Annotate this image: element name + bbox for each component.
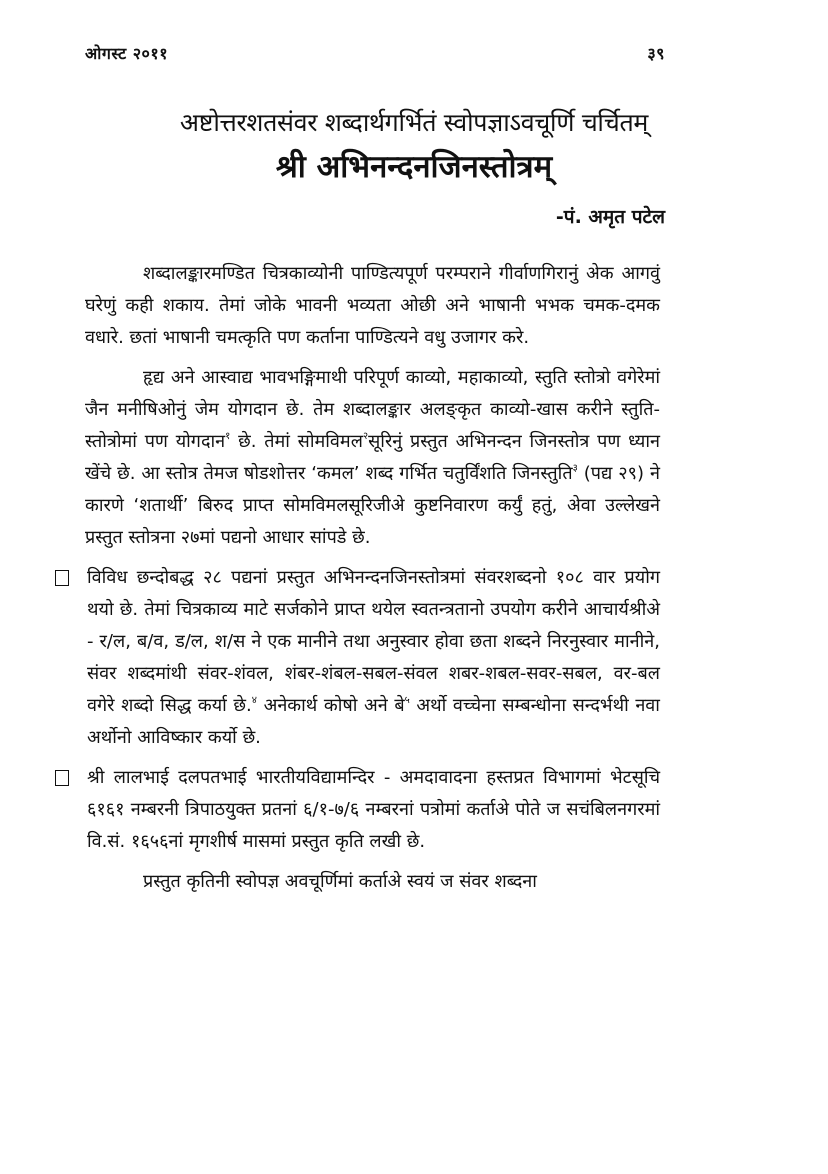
paragraph-closing: प्रस्तुत कृतिनी स्वोपज्ञ अवचूर्णिमां कर्ताअे स्वयं ज संवर शब्दना — [143, 871, 537, 892]
bullet-text: श्री लालभाई दलपतभाई भारतीयविद्यामन्दिर - अमदावादना हस्तप्रत विभागमां भेटसूचि ६१६१ नम्बरनी त्रिपाठयुक्त प्रतनां ६/१-७/६ नम्बरनां पत्रोमां कर्ताअे पोते ज सचंबिलनगरमां वि.सं. १६५६नां मृगशीर्ष मासमां प्रस्तुत कृति लखी छे. — [87, 767, 660, 852]
footnote-ref-5[interactable]: ५ — [404, 695, 410, 706]
bullet-text — [87, 562, 660, 754]
bullet-text-part: अनेकार्थ कोषो अने बे — [256, 695, 405, 716]
bullet-text-part: अर्थो वच्चेना सम्बन्धोना सन्दर्भथी नवा अर्थोनो आविष्कार कर्यो छे. — [87, 695, 660, 748]
bullet-item — [55, 562, 660, 754]
article-body — [85, 258, 660, 898]
bullet-item — [55, 762, 660, 858]
issue-date: ओगस्ट २०११ — [85, 44, 169, 63]
paragraph-intro: शब्दालङ्कारमण्डित चित्रकाव्योनी पाण्डित्यपूर्ण परम्पराने गीर्वाणगिरानुं अेक आगवुं घरेणुं कही शकाय. तेमां जोके भावनी भव्यता ओछी अने भाषानी भभक चमक-दमक वधारे. छतां भाषानी चमत्कृति पण कर्ताना पाण्डित्यने वधु उजागर करे. — [85, 263, 660, 348]
footnote-ref-3[interactable]: ३ — [572, 463, 578, 474]
paragraph-text: सूरिनुं प्रस्तुत अभिनन्दन जिनस्तोत्र पण ध्यान खेंचे छे. आ स्तोत्र तेमज षोडशोत्तर ‘कमल’ शब्द गर्भित चतुर्विंशति जिनस्तुति — [85, 431, 660, 484]
footnote-ref-2[interactable]: २ — [362, 431, 369, 442]
paragraph-contribution — [85, 362, 660, 554]
square-bullet-icon — [55, 570, 69, 586]
article-title: श्री अभिनन्दनजिनस्तोत्रम् — [275, 149, 553, 185]
paragraph-text: छे. तेमां सोमविमल — [230, 431, 363, 452]
paragraph-text: हृद्य अने आस्वाद्य भावभङ्गिमाथी परिपूर्ण काव्यो, महाकाव्यो, स्तुति स्तोत्रो वगेरेमां जैन मनीषिओनुं जेम योगदान छे. तेम शब्दालङ्कार अलङ्कृत काव्यो-खास करीने स्तुति-स्तोत्रोमां पण योगदान — [85, 367, 660, 452]
author-byline: -पं. अमृत पटेल — [555, 206, 665, 228]
page-number: ३९ — [647, 44, 665, 63]
bullet-text-part: विविध छन्दोबद्ध २८ पद्यनां प्रस्तुत अभिनन्दनजिनस्तोत्रमां संवरशब्दनो १०८ वार प्रयोग थयो छे. तेमां चित्रकाव्य माटे सर्जकोने प्राप्त थयेल स्वतन्त्रतानो उपयोग करीने आचार्यश्रीअे - र/ल, ब/व, ड/ल, श/स ने एक मानीने तथा अनुस्वार होवा छता शब्दने निरनुस्वार मानीने, संवर शब्दमांथी संवर-शंवल, शंबर-शंबल-सबल-संवल शबर-शबल-सवर-सबल, वर-बल वगेरे शब्दो सिद्ध कर्या छे. — [87, 567, 660, 716]
paragraph-text: (पद्य २९) ने कारणे ‘शतार्थी’ बिरुद प्राप्त सोमविमलसूरिजीअे कुष्टनिवारण कर्युं हतुं, अेवा उल्लेखने प्रस्तुत स्तोत्रना २७मां पद्यनो आधार सांपडे छे. — [85, 463, 660, 548]
running-head — [85, 42, 665, 64]
footnote-ref-4[interactable]: ४ — [251, 695, 257, 706]
square-bullet-icon — [55, 770, 69, 786]
footnote-ref-1[interactable]: १ — [225, 431, 231, 442]
article-subtitle: अष्टोत्तरशतसंवर शब्दार्थगर्भितं स्वोपज्ञाऽवचूर्णि चर्चितम् — [179, 108, 649, 137]
